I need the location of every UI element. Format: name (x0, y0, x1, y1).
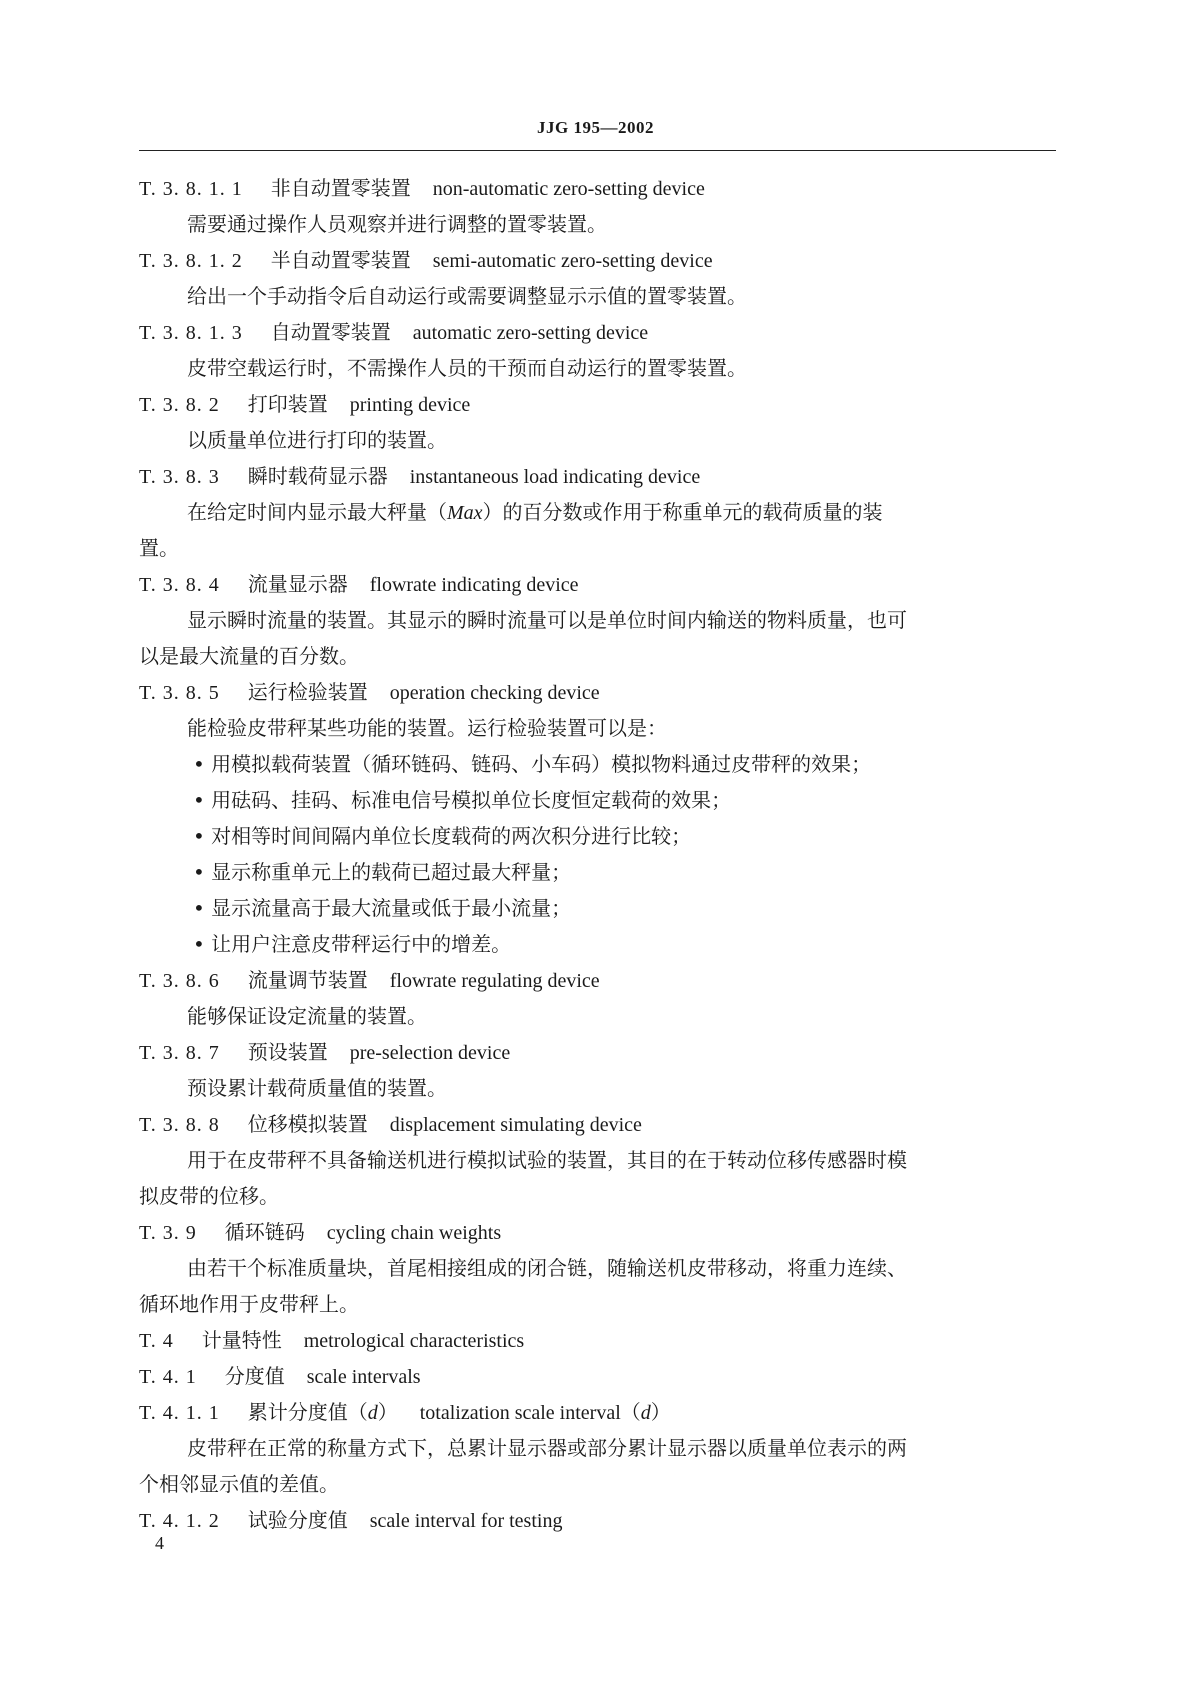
term-heading (139, 386, 1056, 422)
term-zh: 流量显示器 (247, 572, 348, 596)
term-definition: 皮带空载运行时，不需操作人员的干预而自动运行的置零装置。 (187, 356, 747, 380)
term-number: T. 3. 8. 5 (139, 682, 220, 704)
term-definition-continued: 循环地作用于皮带秤上。 (139, 1292, 359, 1316)
term-definition: 能检验皮带秤某些功能的装置。运行检验装置可以是： (187, 716, 667, 740)
term-zh: 流量调节装置 (247, 968, 368, 992)
term-en: cycling chain weights (326, 1222, 502, 1244)
term-zh: 循环链码 (224, 1220, 305, 1244)
term-heading (139, 1214, 1056, 1250)
definition-text: 在给定时间内显示最大秤量（ (187, 500, 447, 524)
term-zh: 半自动置零装置 (270, 248, 411, 272)
term-en: displacement simulating device (389, 1114, 642, 1136)
term-heading (139, 1106, 1056, 1142)
term-definition: 预设累计载荷质量值的装置。 (187, 1076, 447, 1100)
term-definition-continued: 置。 (139, 536, 179, 560)
section-zh: 计量特性 (201, 1328, 282, 1352)
term-heading (139, 242, 1056, 278)
max-symbol: Max (447, 502, 483, 524)
term-definition: 以质量单位进行打印的装置。 (187, 428, 447, 452)
term-number: T. 3. 8. 1. 1 (139, 178, 243, 200)
section-heading (139, 1322, 1056, 1358)
term-number: T. 3. 8. 1. 2 (139, 250, 243, 272)
term-number: T. 3. 8. 4 (139, 574, 220, 596)
bullet-item: • 让用户注意皮带秤运行中的增差。 (193, 932, 512, 956)
document-header: JJG 195—2002 (537, 118, 654, 137)
term-en: automatic zero-setting device (412, 322, 649, 344)
term-heading (139, 314, 1056, 350)
term-heading (139, 1034, 1056, 1070)
term-zh: 预设装置 (247, 1040, 328, 1064)
bullet-item: • 显示称重单元上的载荷已超过最大秤量； (193, 860, 572, 884)
term-zh-text: ） (377, 1400, 398, 1424)
term-heading (139, 458, 1056, 494)
definition-text: ）的百分数或作用于称重单元的载荷质量的装 (482, 500, 883, 524)
term-zh: 非自动置零装置 (270, 176, 411, 200)
section-en: scale intervals (306, 1366, 421, 1388)
section-number: T. 4. 1 (139, 1366, 197, 1388)
term-en: semi-automatic zero-setting device (432, 250, 713, 272)
term-number: T. 4. 1. 2 (139, 1510, 220, 1532)
term-number: T. 3. 9 (139, 1222, 197, 1244)
term-zh: 位移模拟装置 (247, 1112, 368, 1136)
term-heading (139, 1502, 1056, 1538)
term-zh: 自动置零装置 (270, 320, 391, 344)
term-definition-continued: 个相邻显示值的差值。 (139, 1472, 339, 1496)
term-en: flowrate indicating device (369, 574, 579, 596)
term-heading (139, 566, 1056, 602)
term-heading (139, 962, 1056, 998)
term-zh: 瞬时载荷显示器 (247, 464, 388, 488)
term-definition: 显示瞬时流量的装置。其显示的瞬时流量可以是单位时间内输送的物料质量，也可 (187, 608, 907, 632)
term-number: T. 3. 8. 1. 3 (139, 322, 243, 344)
term-definition (139, 494, 1056, 530)
term-definition: 给出一个手动指令后自动运行或需要调整显示示值的置零装置。 (187, 284, 747, 308)
bullet-item: • 显示流量高于最大流量或低于最小流量； (193, 896, 572, 920)
bullet-item: • 对相等时间间隔内单位长度载荷的两次积分进行比较； (193, 824, 692, 848)
term-en: pre-selection device (349, 1042, 511, 1064)
section-en: metrological characteristics (303, 1330, 525, 1352)
term-en: flowrate regulating device (389, 970, 600, 992)
term-en: scale interval for testing (369, 1510, 563, 1532)
term-definition: 需要通过操作人员观察并进行调整的置零装置。 (187, 212, 607, 236)
term-zh: 打印装置 (247, 392, 328, 416)
term-definition: 由若干个标准质量块，首尾相接组成的闭合链，随输送机皮带移动，将重力连续、 (187, 1256, 907, 1280)
term-zh: 试验分度值 (247, 1508, 348, 1532)
section-heading (139, 1358, 1056, 1394)
term-en (420, 1402, 671, 1424)
page-number: 4 (155, 1533, 164, 1553)
term-en: operation checking device (389, 682, 600, 704)
term-number: T. 4. 1. 1 (139, 1402, 220, 1424)
term-number: T. 3. 8. 6 (139, 970, 220, 992)
term-en: printing device (349, 394, 471, 416)
term-definition: 能够保证设定流量的装置。 (187, 1004, 427, 1028)
term-zh: 运行检验装置 (247, 680, 368, 704)
term-en: instantaneous load indicating device (409, 466, 701, 488)
term-zh-text: 累计分度值（ (247, 1400, 368, 1424)
term-number: T. 3. 8. 8 (139, 1114, 220, 1136)
term-definition-continued: 拟皮带的位移。 (139, 1184, 279, 1208)
term-en-text: totalization scale interval（ (419, 1402, 641, 1424)
term-zh (248, 1400, 398, 1424)
term-definition: 皮带秤在正常的称量方式下，总累计显示器或部分累计显示器以质量单位表示的两 (187, 1436, 907, 1460)
term-definition-continued: 以是最大流量的百分数。 (139, 644, 359, 668)
bullet-item: • 用模拟载荷装置（循环链码、链码、小车码）模拟物料通过皮带秤的效果； (193, 752, 872, 776)
document-body (139, 170, 1056, 1538)
term-en-text: ） (650, 1402, 671, 1424)
term-heading (139, 1394, 1056, 1430)
d-symbol: d (640, 1402, 651, 1424)
section-number: T. 4 (139, 1330, 174, 1352)
term-heading (139, 170, 1056, 206)
term-definition: 用于在皮带秤不具备输送机进行模拟试验的装置，其目的在于转动位移传感器时模 (187, 1148, 907, 1172)
term-number: T. 3. 8. 2 (139, 394, 220, 416)
d-symbol: d (367, 1402, 378, 1424)
section-zh: 分度值 (224, 1364, 285, 1388)
term-heading (139, 674, 1056, 710)
term-en: non-automatic zero-setting device (432, 178, 705, 200)
header-rule (139, 150, 1056, 151)
bullet-item: • 用砝码、挂码、标准电信号模拟单位长度恒定载荷的效果； (193, 788, 732, 812)
term-number: T. 3. 8. 7 (139, 1042, 220, 1064)
term-number: T. 3. 8. 3 (139, 466, 220, 488)
